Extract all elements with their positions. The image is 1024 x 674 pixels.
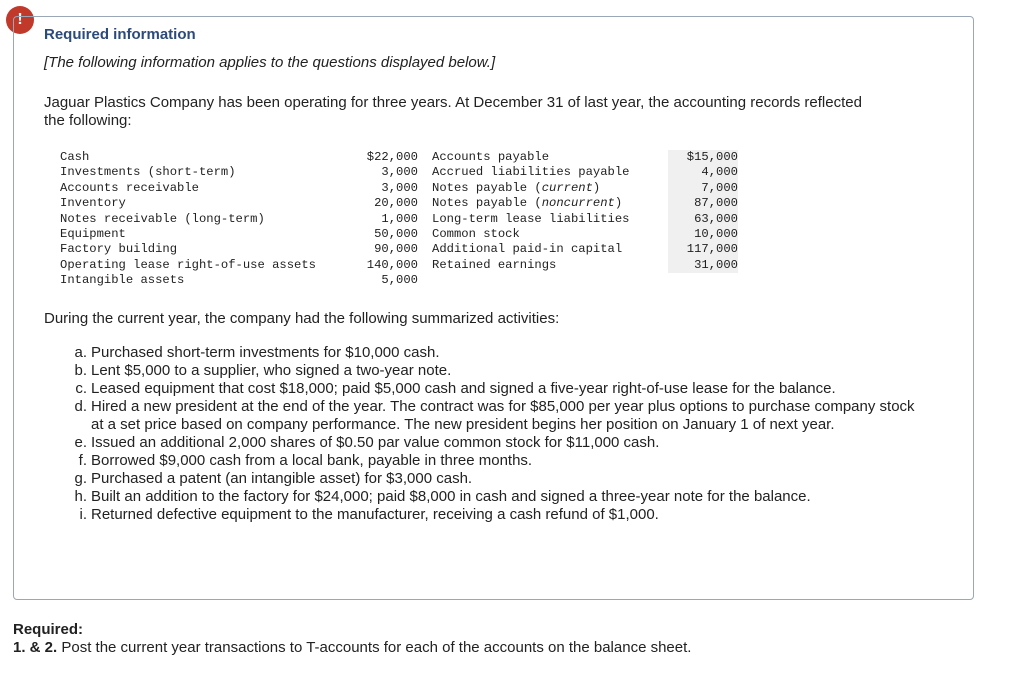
- activity-letter: f.: [78, 452, 87, 469]
- liability-name: Notes payable (current): [432, 180, 601, 195]
- activity-letter: c.: [75, 380, 87, 397]
- liability-name: Additional paid-in capital: [432, 242, 623, 257]
- activity-letter: d.: [74, 398, 87, 415]
- activity-text: Borrowed $9,000 cash from a local bank, payable in three months.: [91, 452, 533, 469]
- required-label: Required:: [13, 621, 84, 638]
- liability-amount: $15,000: [668, 150, 738, 165]
- account-balances-table: [56, 150, 738, 289]
- list-item: [70, 488, 930, 506]
- asset-name: Factory building: [60, 242, 178, 257]
- liability-amount: 63,000: [668, 212, 738, 227]
- asset-name: Notes receivable (long-term): [60, 211, 265, 226]
- asset-amount: 140,000: [366, 257, 418, 272]
- activities-intro: During the current year, the company had the following summarized activities:: [44, 310, 560, 327]
- asset-amount: 90,000: [374, 242, 418, 257]
- table-row: [56, 227, 738, 242]
- activity-letter: e.: [74, 434, 87, 451]
- liability-name: Accrued liabilities payable: [432, 165, 630, 180]
- asset-amount: 3,000: [381, 180, 418, 195]
- panel-title: Required information: [44, 26, 196, 43]
- activity-text: Leased equipment that cost $18,000; paid $5,000 cash and signed a five-year right-of-use lease for the balance.: [91, 380, 836, 397]
- activity-text: Issued an additional 2,000 shares of $0.50 par value common stock for $11,000 cash.: [91, 434, 660, 451]
- liability-name: Long-term lease liabilities: [432, 211, 630, 226]
- liability-name: Accounts payable: [432, 150, 550, 164]
- liability-amount: 4,000: [668, 165, 738, 180]
- asset-amount: 20,000: [374, 196, 418, 211]
- asset-name: Operating lease right-of-use assets: [60, 257, 316, 272]
- asset-amount: 50,000: [374, 226, 418, 241]
- table-row: [56, 150, 738, 165]
- liability-amount: 87,000: [668, 196, 738, 211]
- list-item: [70, 470, 930, 488]
- table-row: [56, 165, 738, 180]
- table-row: [56, 181, 738, 196]
- required-instruction: [13, 639, 691, 656]
- activity-letter: g.: [74, 470, 87, 487]
- table-row: [56, 273, 738, 288]
- required-number: 1. & 2.: [13, 639, 58, 656]
- activity-text: Hired a new president at the end of the year. The contract was for $85,000 per year plus options to purchase company stock at a set price based on company performance. The new president begins her position on January 1 of next year.: [91, 398, 915, 433]
- list-item: [70, 434, 930, 452]
- activity-letter: h.: [74, 488, 87, 505]
- list-item: [70, 506, 930, 524]
- activity-letter: i.: [79, 506, 87, 523]
- asset-name: Accounts receivable: [60, 180, 199, 195]
- intro-paragraph: Jaguar Plastics Company has been operating for three years. At December 31 of last year, the accounting records reflected the following:: [44, 94, 862, 129]
- liability-name: Retained earnings: [432, 257, 557, 272]
- asset-amount: 3,000: [381, 165, 418, 180]
- table-row: [56, 212, 738, 227]
- activity-text: Built an addition to the factory for $24,000; paid $8,000 in cash and signed a three-year note for the balance.: [91, 488, 811, 505]
- activity-text: Purchased a patent (an intangible asset) for $3,000 cash.: [91, 470, 473, 487]
- liability-amount: 31,000: [668, 258, 738, 273]
- asset-name: Inventory: [60, 196, 126, 211]
- liability-name: Common stock: [432, 226, 520, 241]
- required-instruction-text: Post the current year transactions to T-accounts for each of the accounts on the balance sheet.: [57, 639, 692, 656]
- liability-amount: 7,000: [668, 181, 738, 196]
- panel-subtitle: [The following information applies to the questions displayed below.]: [44, 54, 496, 71]
- asset-amount: 1,000: [381, 211, 418, 226]
- asset-name: Equipment: [60, 226, 126, 241]
- liability-amount: 10,000: [668, 227, 738, 242]
- activity-text: Purchased short-term investments for $10,000 cash.: [91, 344, 440, 361]
- liability-amount: 117,000: [668, 242, 738, 257]
- liability-name: [418, 273, 668, 288]
- table-row: [56, 196, 738, 211]
- list-item: [70, 344, 930, 362]
- asset-name: Cash: [60, 150, 90, 164]
- italic-term: current: [541, 180, 593, 195]
- activity-text: Lent $5,000 to a supplier, who signed a two-year note.: [91, 362, 452, 379]
- table-row: [56, 258, 738, 273]
- asset-name: Investments (short-term): [60, 165, 236, 180]
- list-item: [70, 452, 930, 470]
- asset-name: Intangible assets: [60, 273, 185, 288]
- list-item: [70, 398, 930, 434]
- activity-letter: b.: [74, 362, 87, 379]
- activity-text: Returned defective equipment to the manufacturer, receiving a cash refund of $1,000.: [91, 506, 659, 523]
- liability-amount: [668, 273, 738, 288]
- activities-list: [70, 344, 930, 524]
- italic-term: noncurrent: [541, 196, 615, 211]
- asset-amount: 5,000: [381, 273, 418, 288]
- table-row: [56, 242, 738, 257]
- list-item: [70, 380, 930, 398]
- asset-amount: $22,000: [366, 150, 418, 164]
- liability-name: Notes payable (noncurrent): [432, 196, 623, 211]
- activity-letter: a.: [74, 344, 87, 361]
- exclamation-icon: !: [17, 11, 23, 28]
- list-item: [70, 362, 930, 380]
